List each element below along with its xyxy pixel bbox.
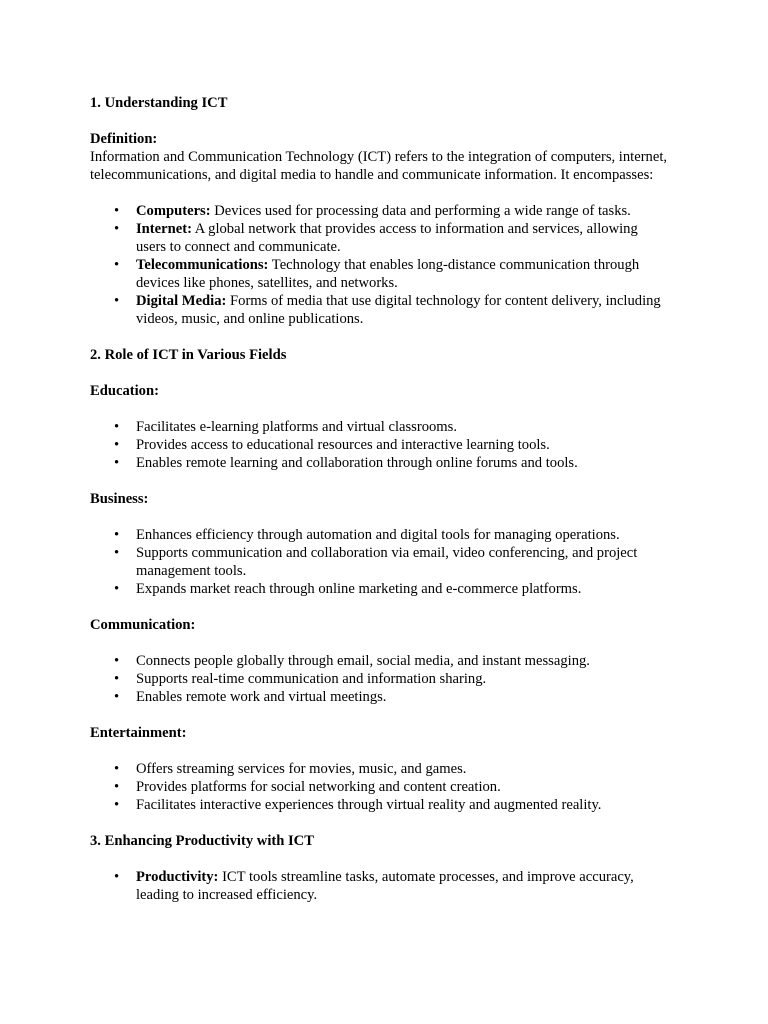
section-3-title: 3. Enhancing Productivity with ICT — [90, 833, 314, 849]
item-text: Provides access to educational resources and interactive learning tools. — [136, 437, 550, 453]
item-text: Connects people globally through email, social media, and instant messaging. — [136, 653, 590, 669]
list-item — [90, 670, 670, 688]
list-item — [90, 868, 670, 904]
bullet-icon: • — [114, 653, 120, 669]
list-item — [90, 580, 670, 598]
item-text: Provides platforms for social networking and content creation. — [136, 779, 501, 795]
item-text: ICT tools streamline tasks, automate processes, and improve accuracy, leading to increased efficiency. — [136, 869, 634, 903]
item-text: Offers streaming services for movies, music, and games. — [136, 761, 467, 777]
section-2-title: 2. Role of ICT in Various Fields — [90, 347, 287, 363]
bullet-icon: • — [114, 761, 120, 777]
item-text: Technology that enables long-distance communication through devices like phones, satellites, and networks. — [136, 257, 640, 291]
list-item — [90, 526, 670, 544]
list-item — [90, 652, 670, 670]
business-label: Business: — [90, 491, 149, 507]
item-term: Telecommunications: — [136, 257, 269, 273]
list-item — [90, 796, 670, 814]
item-text: Facilitates e-learning platforms and virtual classrooms. — [136, 419, 457, 435]
item-term: Digital Media: — [136, 293, 227, 309]
item-text: Enhances efficiency through automation and digital tools for managing operations. — [136, 527, 620, 543]
item-text: Forms of media that use digital technology for content delivery, including videos, music, and online publications. — [136, 293, 661, 327]
item-text: Enables remote learning and collaboration through online forums and tools. — [136, 455, 578, 471]
list-item — [90, 418, 670, 436]
bullet-icon: • — [114, 671, 120, 687]
list-item — [90, 202, 670, 220]
item-text: Facilitates interactive experiences through virtual reality and augmented reality. — [136, 797, 602, 813]
list-item — [90, 778, 670, 796]
education-list — [90, 418, 670, 472]
bullet-icon: • — [114, 689, 120, 705]
list-item — [90, 688, 670, 706]
bullet-icon: • — [114, 203, 120, 219]
item-term: Productivity: — [136, 869, 219, 885]
definition-text: Information and Communication Technology (ICT) refers to the integration of computers, internet, telecommunications, and digital media to handle and communicate information. It encompasses: — [90, 149, 668, 183]
document-page — [90, 94, 670, 922]
bullet-icon: • — [114, 293, 120, 309]
communication-label: Communication: — [90, 617, 196, 633]
entertainment-label: Entertainment: — [90, 725, 187, 741]
list-item — [90, 220, 670, 256]
item-text: Supports real-time communication and information sharing. — [136, 671, 487, 687]
item-text: A global network that provides access to information and services, allowing users to connect and communicate. — [136, 221, 638, 255]
bullet-icon: • — [114, 869, 120, 885]
list-item — [90, 292, 670, 328]
item-term: Internet: — [136, 221, 192, 237]
list-item — [90, 454, 670, 472]
education-label: Education: — [90, 383, 159, 399]
list-item — [90, 544, 670, 580]
section-1-title: 1. Understanding ICT — [90, 95, 228, 111]
bullet-icon: • — [114, 419, 120, 435]
bullet-icon: • — [114, 797, 120, 813]
item-text: Devices used for processing data and performing a wide range of tasks. — [210, 203, 631, 219]
ict-components-list — [90, 202, 670, 328]
communication-list — [90, 652, 670, 706]
list-item — [90, 436, 670, 454]
productivity-list — [90, 868, 670, 904]
list-item — [90, 256, 670, 292]
bullet-icon: • — [114, 221, 120, 237]
entertainment-list — [90, 760, 670, 814]
bullet-icon: • — [114, 437, 120, 453]
bullet-icon: • — [114, 257, 120, 273]
item-text: Supports communication and collaboration via email, video conferencing, and project management tools. — [136, 545, 638, 579]
bullet-icon: • — [114, 455, 120, 471]
bullet-icon: • — [114, 581, 120, 597]
definition-label: Definition: — [90, 131, 158, 147]
business-list — [90, 526, 670, 598]
item-text: Enables remote work and virtual meetings. — [136, 689, 387, 705]
bullet-icon: • — [114, 779, 120, 795]
item-text: Expands market reach through online marketing and e-commerce platforms. — [136, 581, 582, 597]
list-item — [90, 760, 670, 778]
bullet-icon: • — [114, 527, 120, 543]
item-term: Computers: — [136, 203, 211, 219]
bullet-icon: • — [114, 545, 120, 561]
